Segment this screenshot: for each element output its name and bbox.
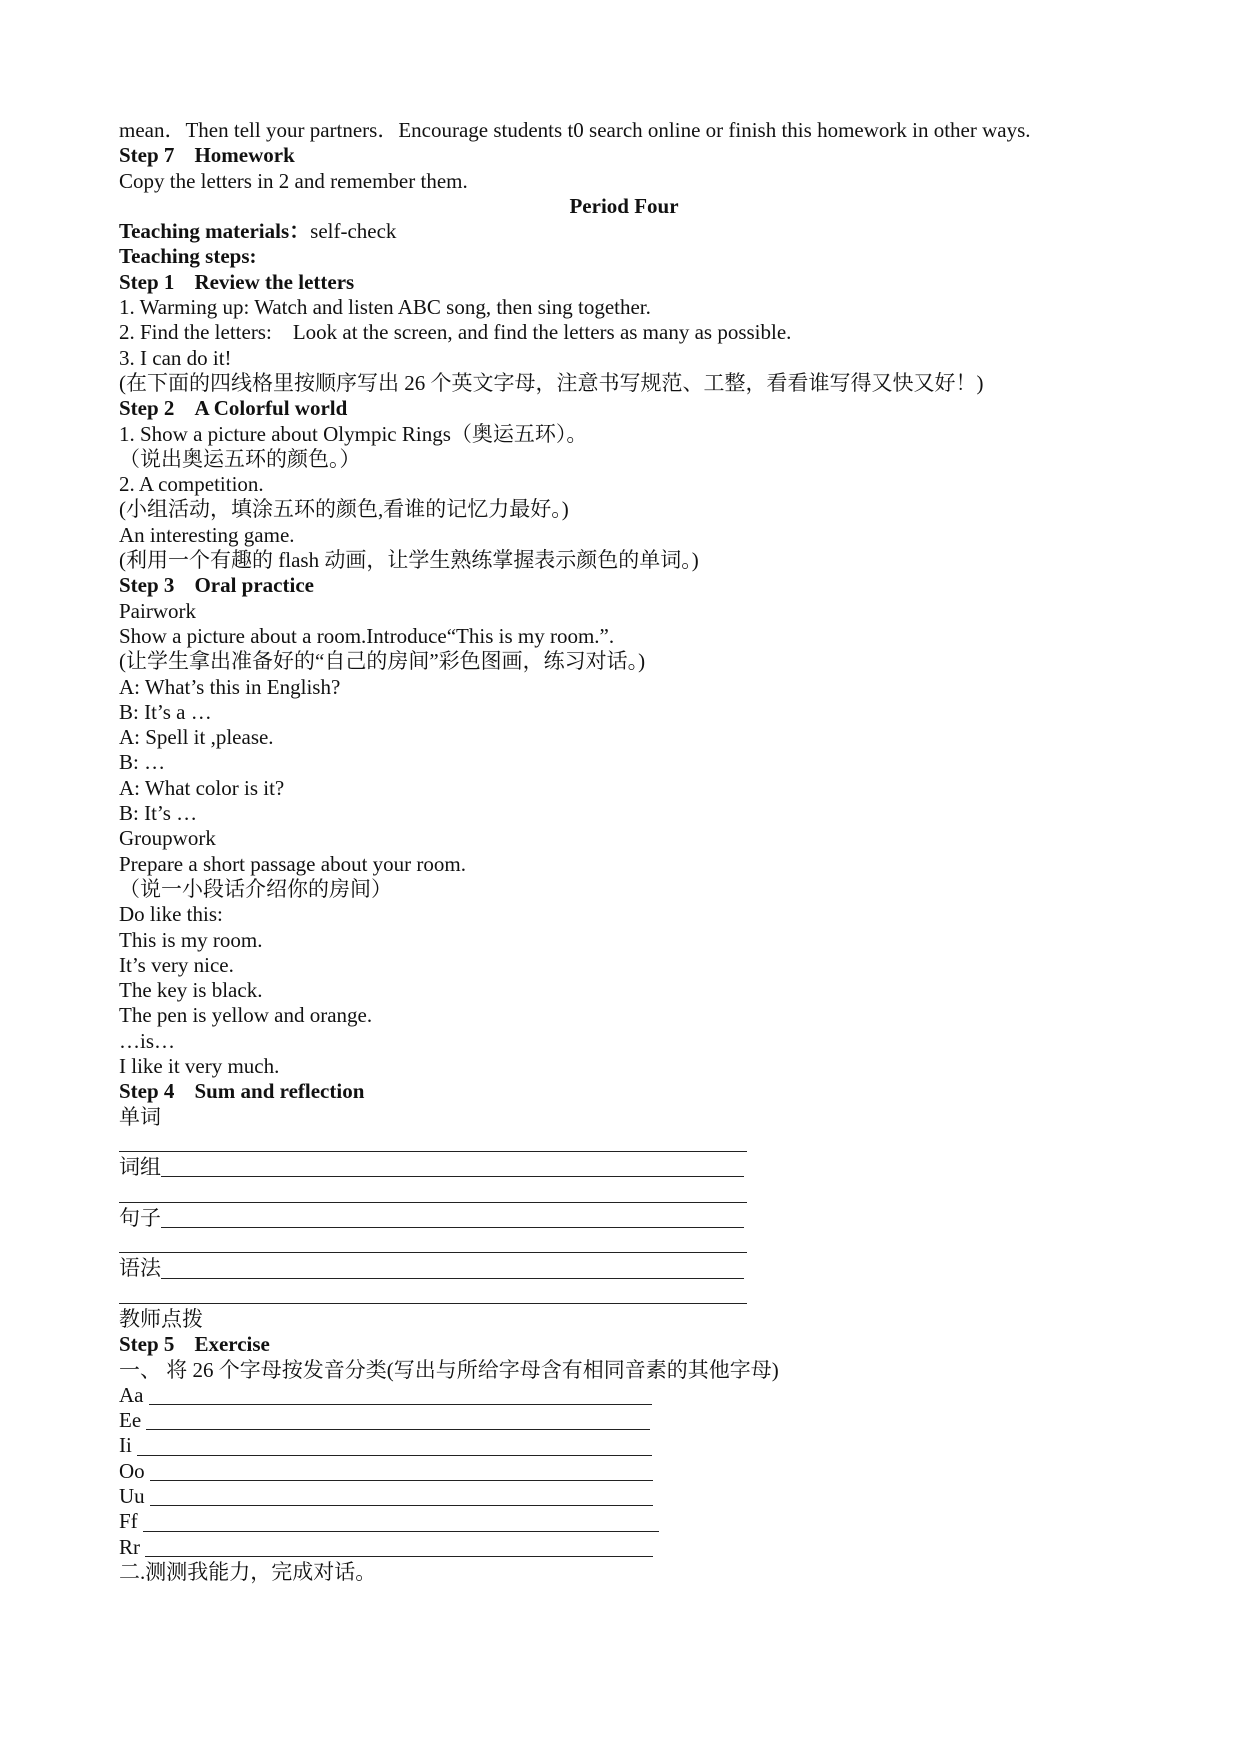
step3-line: A: What color is it? xyxy=(119,775,285,800)
step3-line: Groupwork xyxy=(119,826,216,851)
step2-line: An interesting game. xyxy=(119,522,295,547)
step2-line: 1. Show a picture about Olympic Rings（奥运五环）。 xyxy=(119,421,588,446)
homework-text: Copy the letters in 2 and remember them. xyxy=(119,168,468,193)
step3-line: Do like this: xyxy=(119,902,223,927)
step2-line: 2. A competition. xyxy=(119,472,264,497)
letter-row-rr[interactable]: Rr xyxy=(119,1535,1129,1560)
step7-heading: Step 7 Homework xyxy=(119,143,295,168)
step2-line: （说出奥运五环的颜色。） xyxy=(119,446,361,471)
answer-line[interactable] xyxy=(149,1384,652,1405)
sentences-field[interactable] xyxy=(119,1206,1129,1231)
intro-line: mean．Then tell your partners．Encourage students t0 search online or finish this homework in other ways. xyxy=(119,118,1031,142)
phrases-label: 词组 xyxy=(119,1155,161,1180)
blank-line[interactable] xyxy=(119,1130,1129,1155)
step2-line: (利用一个有趣的 flash 动画，让学生熟练掌握表示颜色的单词。) xyxy=(119,548,699,573)
answer-line[interactable] xyxy=(150,1485,653,1506)
grammar-label: 语法 xyxy=(119,1256,161,1281)
answer-line[interactable] xyxy=(150,1460,653,1481)
step3-line: I like it very much. xyxy=(119,1053,280,1078)
exercise-task-2: 二.测测我能力，完成对话。 xyxy=(119,1559,377,1584)
exercise-task-1: 一、 将 26 个字母按发音分类(写出与所给字母含有相同音素的其他字母) xyxy=(119,1357,779,1382)
step3-heading: Step 3 Oral practice xyxy=(119,573,314,598)
blank-line[interactable] xyxy=(119,1180,1129,1205)
step3-line: The pen is yellow and orange. xyxy=(119,1003,373,1028)
step3-line: B: … xyxy=(119,750,166,775)
answer-line[interactable] xyxy=(146,1409,650,1430)
step3-line: A: What’s this in English? xyxy=(119,674,341,699)
step3-line: B: It’s … xyxy=(119,801,198,826)
step3-line: …is… xyxy=(119,1028,176,1053)
step5-heading: Step 5 Exercise xyxy=(119,1332,270,1357)
period-title: Period Four xyxy=(569,193,679,218)
letter-row-ii[interactable]: Ii xyxy=(119,1433,1129,1458)
step1-heading: Step 1 Review the letters xyxy=(119,269,355,294)
teaching-steps-label: Teaching steps: xyxy=(119,244,257,269)
step3-line: The key is black. xyxy=(119,978,263,1003)
step3-line: (让学生拿出准备好的“自己的房间”彩色图画，练习对话。) xyxy=(119,649,646,674)
teacher-guidance: 教师点拨 xyxy=(119,1306,203,1331)
answer-line[interactable] xyxy=(145,1536,653,1557)
teaching-materials: Teaching materials：self-check xyxy=(119,219,397,244)
step2-line: (小组活动，填涂五环的颜色,看谁的记忆力最好。) xyxy=(119,497,569,522)
step4-heading: Step 4 Sum and reflection xyxy=(119,1079,365,1104)
step1-line: (在下面的四线格里按顺序写出 26 个英文字母，注意书写规范、工整，看看谁写得又快又好！) xyxy=(119,370,984,395)
words-label: 单词 xyxy=(119,1104,161,1129)
step3-line: It’s very nice. xyxy=(119,952,234,977)
grammar-field[interactable] xyxy=(119,1256,1129,1281)
step3-line: A: Spell it ,please. xyxy=(119,725,274,750)
step3-line: （说一小段话介绍你的房间） xyxy=(119,876,392,901)
answer-line[interactable] xyxy=(137,1435,652,1456)
step1-line: 3. I can do it! xyxy=(119,345,232,370)
step3-line: B: It’s a … xyxy=(119,699,212,724)
blank-line[interactable] xyxy=(119,1231,1129,1256)
letter-row-uu[interactable]: Uu xyxy=(119,1484,1129,1509)
step1-line: 2. Find the letters: Look at the screen, and find the letters as many as possible. xyxy=(119,320,792,345)
step3-line: This is my room. xyxy=(119,927,263,952)
letter-row-ee[interactable]: Ee xyxy=(119,1408,1129,1433)
step3-line: Pairwork xyxy=(119,598,196,623)
step3-line: Prepare a short passage about your room. xyxy=(119,851,466,876)
document-page xyxy=(119,118,1129,1585)
letter-row-ff[interactable]: Ff xyxy=(119,1509,1129,1534)
step2-heading: Step 2 A Colorful world xyxy=(119,396,348,421)
step1-line: 1. Warming up: Watch and listen ABC song, then sing together. xyxy=(119,295,651,320)
phrases-field[interactable] xyxy=(119,1155,1129,1180)
blank-line[interactable] xyxy=(119,1282,1129,1307)
sentences-label: 句子 xyxy=(119,1205,161,1230)
step3-line: Show a picture about a room.Introduce“This is my room.”. xyxy=(119,623,615,648)
letter-row-oo[interactable]: Oo xyxy=(119,1459,1129,1484)
letter-row-aa[interactable]: Aa xyxy=(119,1383,1129,1408)
answer-line[interactable] xyxy=(143,1511,659,1532)
